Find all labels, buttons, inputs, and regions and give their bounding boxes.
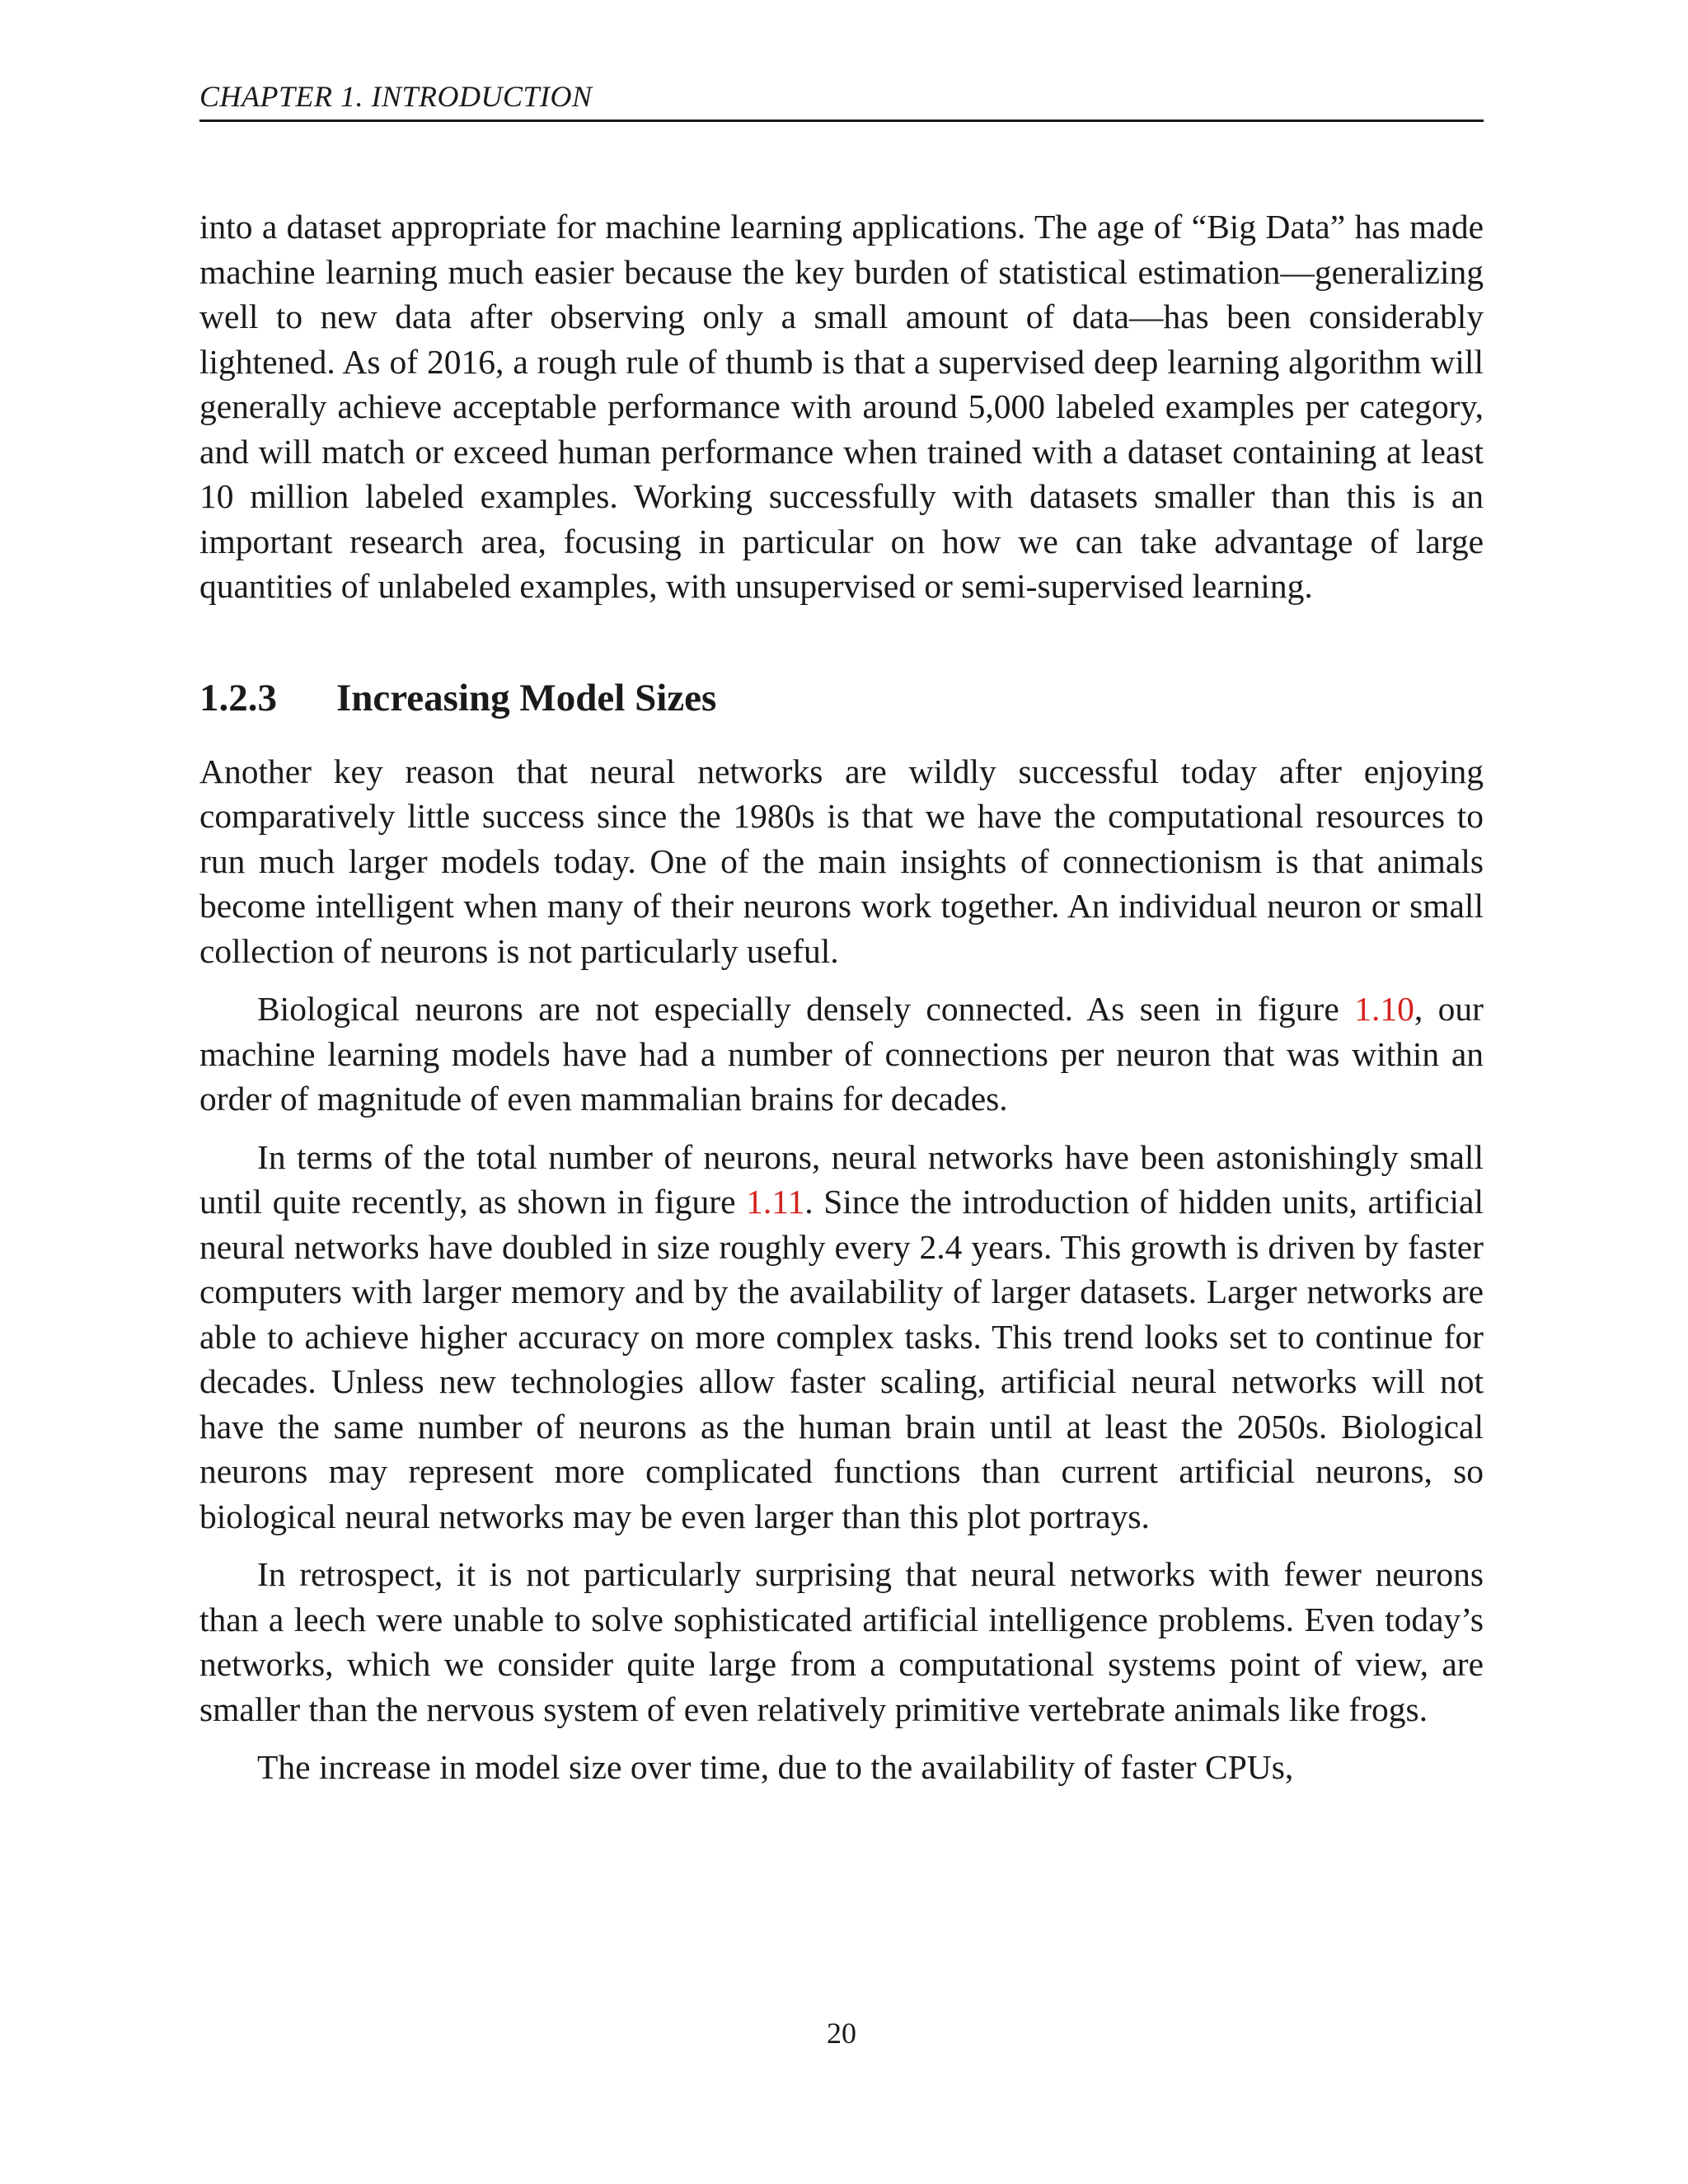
figure-ref-1-10[interactable]: 1.10 [1354, 990, 1414, 1028]
section-heading [199, 673, 1484, 723]
paragraph-1: Another key reason that neural networks are wildly successful today after enjoying comparatively little success since the 1980s is that we have the computational resources to run much larger models today. One of the main insights of connectionism is that animals become intelligent when many of their neurons work together. An individual neuron or small collection of neurons is not particularly useful. [199, 752, 1484, 970]
chapter-title: CHAPTER 1. INTRODUCTION [199, 80, 593, 113]
paragraph-3-text-a: In terms of the total number of neurons, neural networks have been astonishingly small until quite recently, as shown in figure [199, 1137, 1484, 1221]
paragraph-5: The increase in model size over time, due to the availability of faster CPUs, [257, 1748, 1294, 1786]
paragraph-continued: into a dataset appropriate for machine learning applications. The age of “Big Data” has made machine learning much easier because the key burden of statistical estimation—generalizing well to new data after observing only a small amount of data—has been considerably lightened. As of 2016, a rough rule of thumb is that a supervised deep learning algorithm will generally achieve acceptable performance with around 5,000 labeled examples per category, and will match or exceed human performance when trained with a dataset containing at least 10 million labeled examples. Working successfully with datasets smaller than this is an important research area, focusing in particular on how we can take advantage of large quantities of unlabeled examples, with unsupervised or semi-supervised learning. [199, 208, 1484, 605]
section-title: Increasing Model Sizes [336, 676, 717, 719]
paragraph-2 [199, 987, 1484, 1122]
figure-ref-1-11[interactable]: 1.11 [746, 1183, 805, 1221]
paragraph-2-text-b: , our machine learning models have had a number of connections per neuron that was within an order of magnitude of even mammalian brains for decades. [199, 990, 1484, 1118]
paragraph-3-text-b: . Since the introduction of hidden units, artificial neural networks have doubled in size roughly every 2.4 years. This growth is driven by faster computers with larger memory and by the availability of larger datasets. Larger networks are able to achieve higher accuracy on more complex tasks. This trend looks set to continue for decades. Unless new technologies allow faster scaling, artificial neural networks will not have the same number of neurons as the human brain until at least the 2050s. Biological neurons may represent more complicated functions than current artificial neurons, so biological neural networks may be even larger than this plot portrays. [199, 1183, 1484, 1535]
running-head [199, 79, 1484, 122]
body-text [199, 204, 1484, 1790]
paragraph-4: In retrospect, it is not particularly surprising that neural networks with fewer neurons than a leech were unable to solve sophisticated artificial intelligence problems. Even today’s networks, which we consider quite large from a computational systems point of view, are smaller than the nervous system of even relatively primitive vertebrate animals like frogs. [199, 1555, 1484, 1728]
paragraph-2-text-a: Biological neurons are not especially densely connected. As seen in figure [257, 990, 1355, 1028]
paragraph-3 [199, 1135, 1484, 1540]
section-number: 1.2.3 [199, 676, 277, 719]
page-number: 20 [827, 2017, 856, 2050]
page [199, 0, 1484, 2184]
